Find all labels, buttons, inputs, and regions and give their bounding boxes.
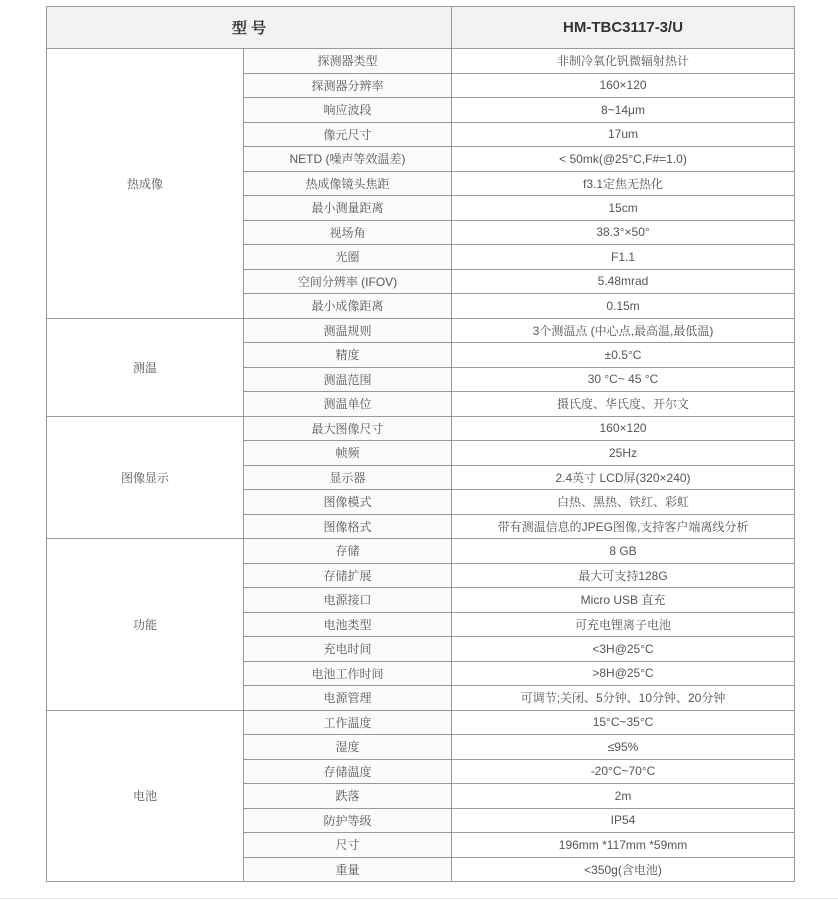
parameter-value: 8~14μm xyxy=(452,98,795,123)
parameter-name: 充电时间 xyxy=(244,637,452,662)
category-cell: 功能 xyxy=(47,539,244,711)
parameter-name: 像元尺寸 xyxy=(244,122,452,147)
parameter-value: 160×120 xyxy=(452,416,795,441)
model-name: HM-TBC3117-3/U xyxy=(452,7,795,49)
spec-body xyxy=(47,49,795,882)
parameter-value: 带有测温信息的JPEG图像,支持客户端离线分析 xyxy=(452,514,795,539)
parameter-name: 存储温度 xyxy=(244,759,452,784)
parameter-value: -20°C~70°C xyxy=(452,759,795,784)
parameter-name: 响应波段 xyxy=(244,98,452,123)
parameter-name: 最小成像距离 xyxy=(244,294,452,319)
parameter-name: 帧频 xyxy=(244,441,452,466)
parameter-value: 17um xyxy=(452,122,795,147)
parameter-name: 探测器类型 xyxy=(244,49,452,74)
parameter-name: 精度 xyxy=(244,343,452,368)
category-cell: 热成像 xyxy=(47,49,244,319)
parameter-name: 防护等级 xyxy=(244,808,452,833)
parameter-value: 15°C~35°C xyxy=(452,710,795,735)
parameter-name: 测温规则 xyxy=(244,318,452,343)
parameter-value: 可调节;关闭、5分钟、10分钟、20分钟 xyxy=(452,686,795,711)
parameter-value: 8 GB xyxy=(452,539,795,564)
spec-table xyxy=(46,6,795,882)
parameter-value: <350g(含电池) xyxy=(452,857,795,882)
parameter-name: NETD (噪声等效温差) xyxy=(244,147,452,172)
parameter-value: >8H@25°C xyxy=(452,661,795,686)
parameter-name: 跌落 xyxy=(244,784,452,809)
parameter-value: Micro USB 直充 xyxy=(452,588,795,613)
parameter-name: 存储 xyxy=(244,539,452,564)
table-row xyxy=(47,539,795,564)
page-divider xyxy=(0,898,838,899)
parameter-name: 图像模式 xyxy=(244,490,452,515)
parameter-value: <3H@25°C xyxy=(452,637,795,662)
parameter-value: 3个测温点 (中心点,最高温,最低温) xyxy=(452,318,795,343)
parameter-name: 视场角 xyxy=(244,220,452,245)
parameter-value: 可充电锂离子电池 xyxy=(452,612,795,637)
parameter-value: 白热、黑热、铁红、彩虹 xyxy=(452,490,795,515)
parameter-value: 196mm *117mm *59mm xyxy=(452,833,795,858)
parameter-value: f3.1定焦无热化 xyxy=(452,171,795,196)
table-row xyxy=(47,318,795,343)
parameter-name: 重量 xyxy=(244,857,452,882)
header-row xyxy=(47,7,795,49)
table-row xyxy=(47,49,795,74)
parameter-name: 电池类型 xyxy=(244,612,452,637)
parameter-value: ≤95% xyxy=(452,735,795,760)
parameter-value: 非制冷氧化钒微辐射热计 xyxy=(452,49,795,74)
parameter-value: 2m xyxy=(452,784,795,809)
parameter-name: 最大图像尺寸 xyxy=(244,416,452,441)
parameter-name: 电源接口 xyxy=(244,588,452,613)
parameter-name: 工作温度 xyxy=(244,710,452,735)
parameter-name: 显示器 xyxy=(244,465,452,490)
parameter-value: 38.3°×50° xyxy=(452,220,795,245)
parameter-name: 存储扩展 xyxy=(244,563,452,588)
category-cell: 电池 xyxy=(47,710,244,882)
table-row xyxy=(47,416,795,441)
parameter-name: 湿度 xyxy=(244,735,452,760)
parameter-name: 电池工作时间 xyxy=(244,661,452,686)
parameter-value: 0.15m xyxy=(452,294,795,319)
parameter-value: F1.1 xyxy=(452,245,795,270)
parameter-value: 25Hz xyxy=(452,441,795,466)
parameter-value: 30 °C~ 45 °C xyxy=(452,367,795,392)
parameter-value: 最大可支持128G xyxy=(452,563,795,588)
parameter-name: 热成像镜头焦距 xyxy=(244,171,452,196)
parameter-value: ±0.5°C xyxy=(452,343,795,368)
parameter-name: 图像格式 xyxy=(244,514,452,539)
parameter-name: 测温范围 xyxy=(244,367,452,392)
model-label: 型 号 xyxy=(47,7,452,49)
parameter-value: 2.4英寸 LCD屏(320×240) xyxy=(452,465,795,490)
category-cell: 图像显示 xyxy=(47,416,244,539)
parameter-value: < 50mk(@25°C,F#=1.0) xyxy=(452,147,795,172)
parameter-name: 空间分辨率 (IFOV) xyxy=(244,269,452,294)
parameter-value: 5.48mrad xyxy=(452,269,795,294)
parameter-name: 光圈 xyxy=(244,245,452,270)
parameter-value: 摄氏度、华氏度、开尔文 xyxy=(452,392,795,417)
parameter-value: IP54 xyxy=(452,808,795,833)
parameter-name: 最小测量距离 xyxy=(244,196,452,221)
table-row xyxy=(47,710,795,735)
parameter-value: 160×120 xyxy=(452,73,795,98)
parameter-name: 尺寸 xyxy=(244,833,452,858)
parameter-name: 测温单位 xyxy=(244,392,452,417)
parameter-name: 电源管理 xyxy=(244,686,452,711)
category-cell: 测温 xyxy=(47,318,244,416)
parameter-value: 15cm xyxy=(452,196,795,221)
parameter-name: 探测器分辨率 xyxy=(244,73,452,98)
